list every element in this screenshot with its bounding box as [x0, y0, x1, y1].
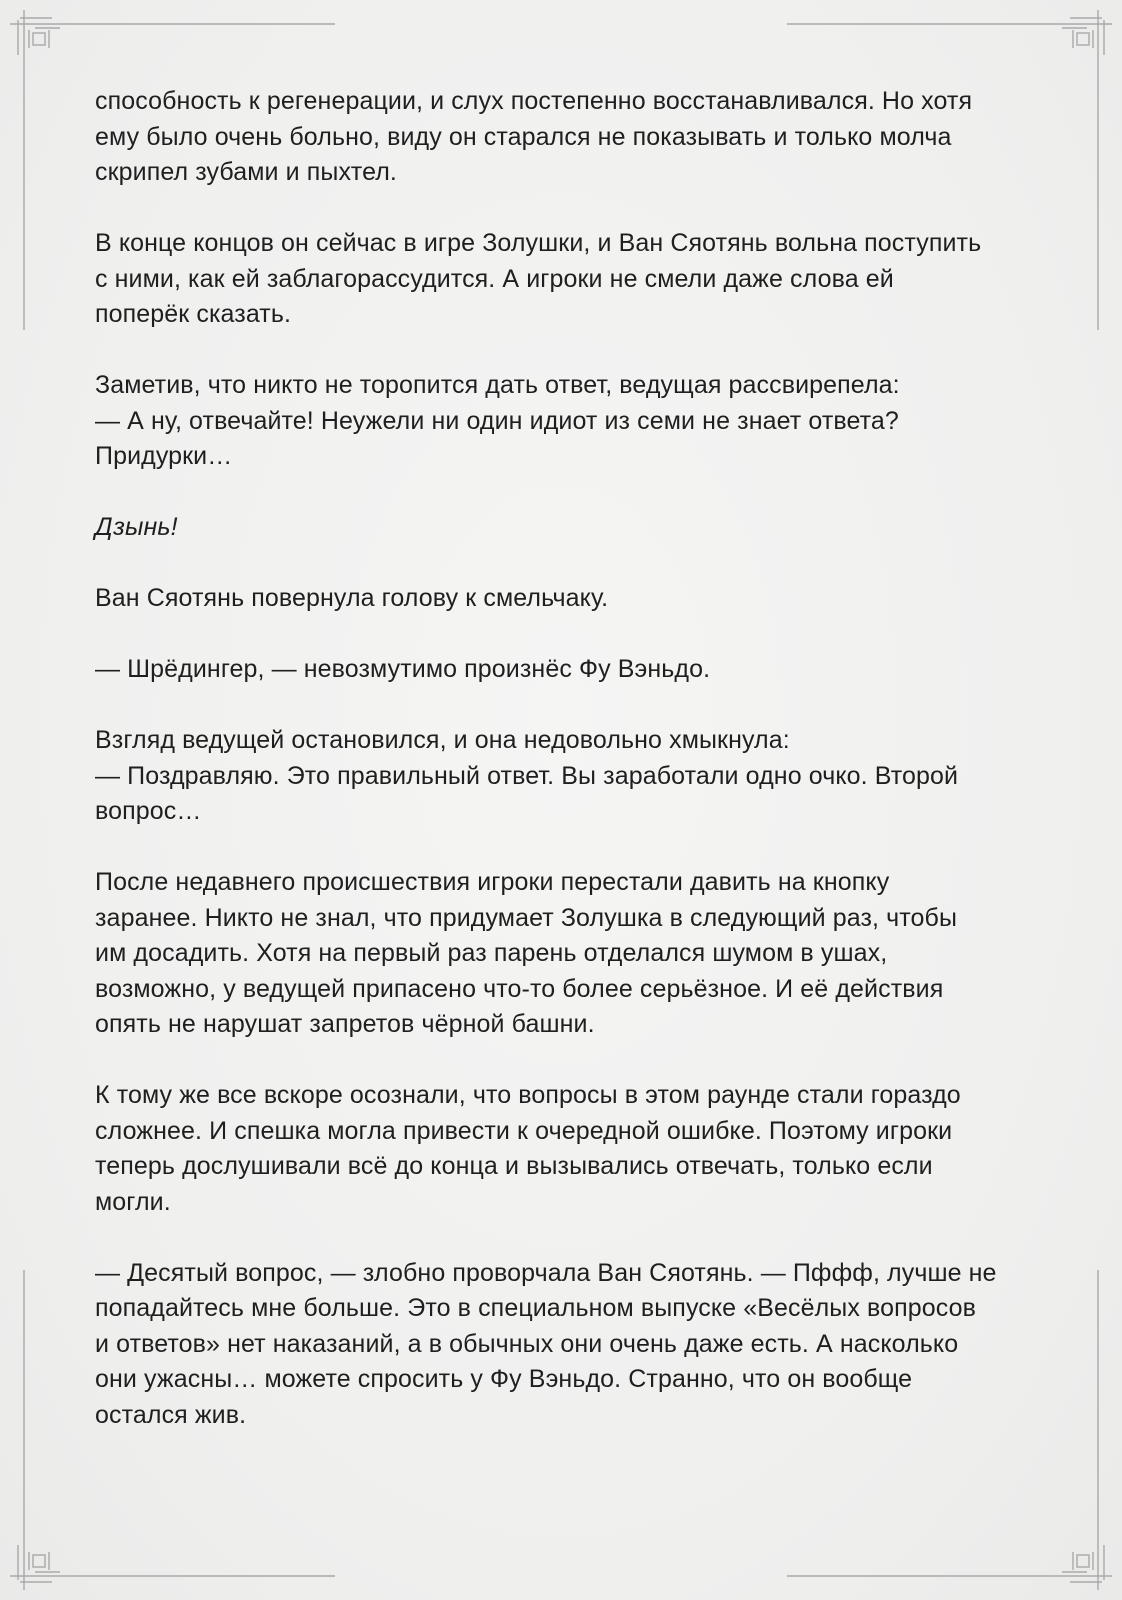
paragraph: — Десятый вопрос, — злобно проворчала Ван Сяотянь. — Пффф, лучше не попадайтесь мне больше. Это в специальном выпуске «Весёлых вопросов и ответов» нет наказаний, а в обычных они очень даже есть. А насколько они ужасны… можете спросить у Фу Вэньдо. Странно, что он вообще остался жив. — [95, 1258, 997, 1429]
paragraph: — Шрёдингер, — невозмутимо произнёс Фу Вэньдо. — [95, 655, 711, 683]
paragraph: Заметив, что никто не торопится дать ответ, ведущая рассвирепела: — А ну, отвечайте! Неужели ни один идиот из семи не знает ответа? Придурки… — [95, 371, 900, 470]
paragraph: Ван Сяотянь повернула голову к смельчаку. — [95, 584, 609, 612]
paragraph: В конце концов он сейчас в игре Золушки, и Ван Сяотянь вольна поступить с ними, как ей заблагорассудится. А игроки не смели даже слова ей поперёк сказать. — [95, 229, 982, 328]
paragraph-sound-effect: Дзынь! — [95, 513, 178, 541]
paragraph: способность к регенерации, и слух постепенно восстанавливался. Но хотя ему было очень больно, виду он старался не показывать и только молча скрипел зубами и пыхтел. — [95, 87, 973, 186]
paragraph: После недавнего происшествия игроки перестали давить на кнопку заранее. Никто не знал, что придумает Золушка в следующий раз, чтобы им досадить. Хотя на первый раз парень отделался шумом в ушах, возможно, у ведущей припасено что-то более серьёзное. И её действия опять не нарушат запретов чёрной башни. — [95, 868, 958, 1038]
paragraph: Взгляд ведущей остановился, и она недовольно хмыкнула: — Поздравляю. Это правильный ответ. Вы заработали одно очко. Второй вопрос… — [95, 726, 959, 825]
document-body — [95, 84, 1035, 1469]
paragraph: К тому же все вскоре осознали, что вопросы в этом раунде стали гораздо сложнее. И спешка могла привести к очередной ошибке. Поэтому игроки теперь дослушивали всё до конца и вызывались отвечать, только если могли. — [95, 1081, 961, 1216]
